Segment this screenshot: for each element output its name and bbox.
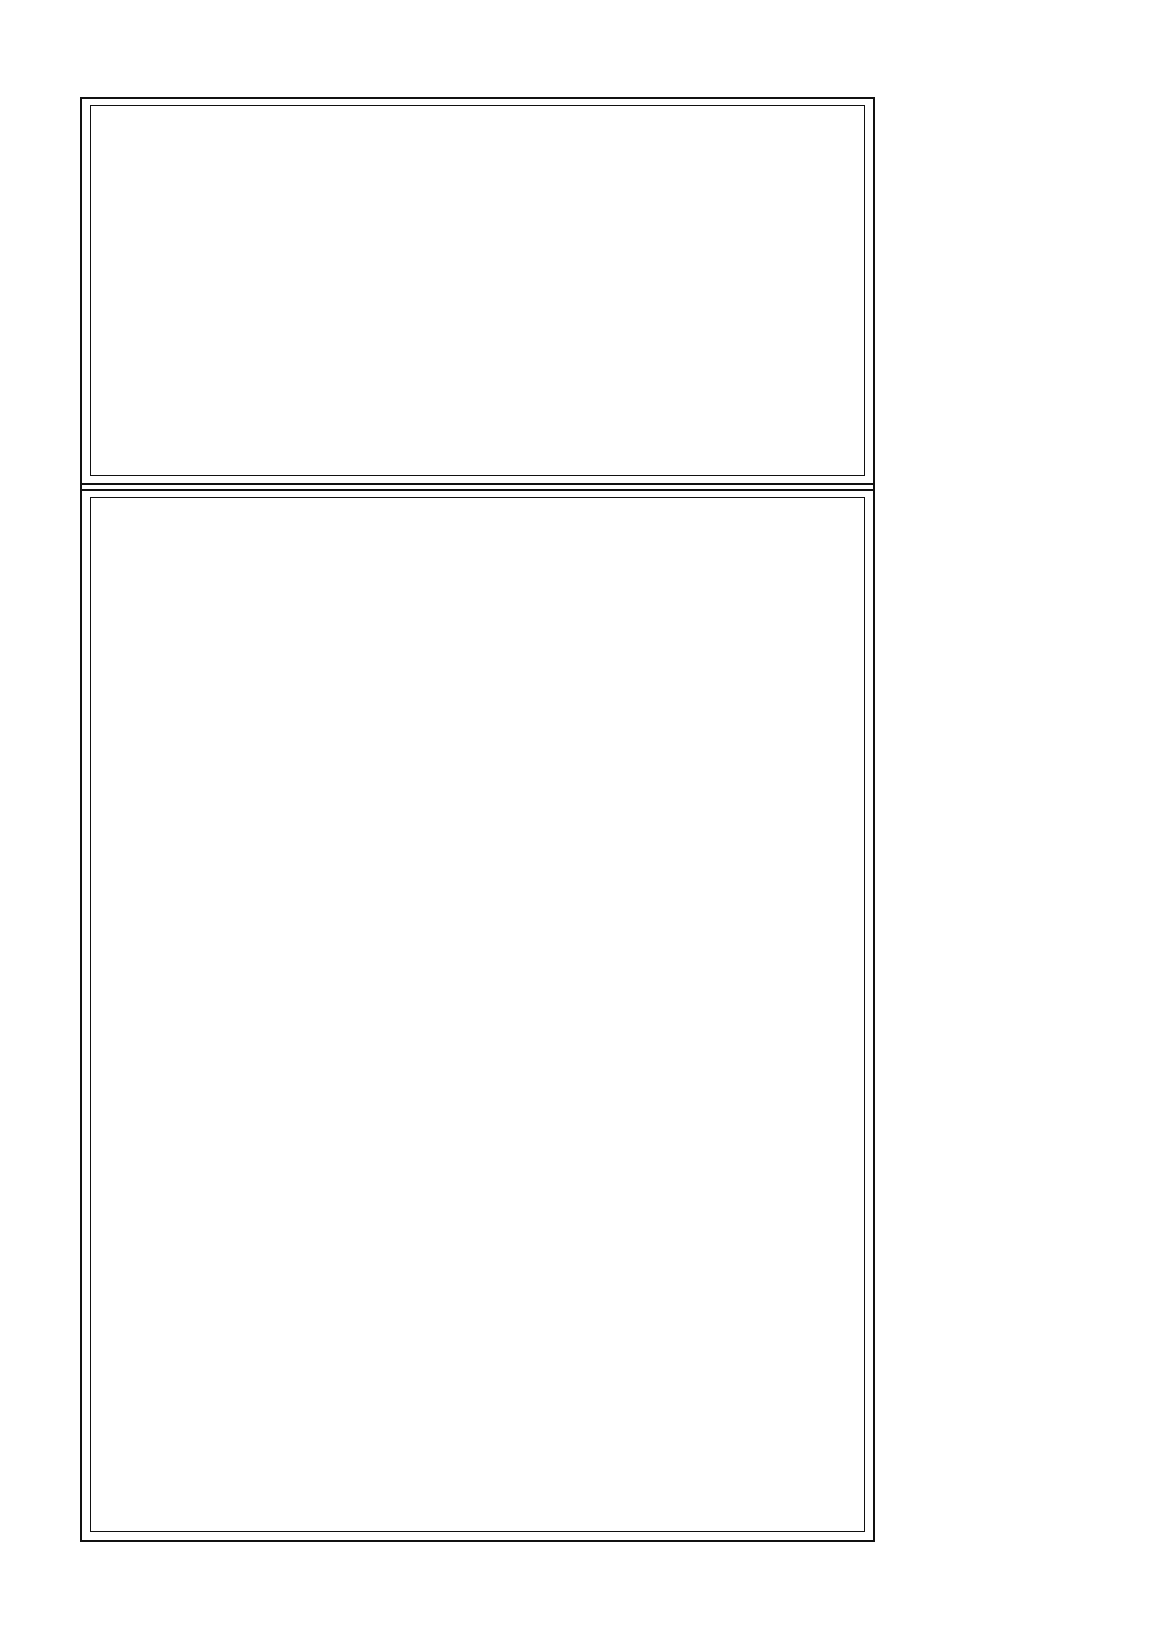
section-divider [82,483,873,491]
page-frame [80,97,875,1542]
commentary-block [90,497,865,1532]
hadith-text-block [90,105,865,476]
